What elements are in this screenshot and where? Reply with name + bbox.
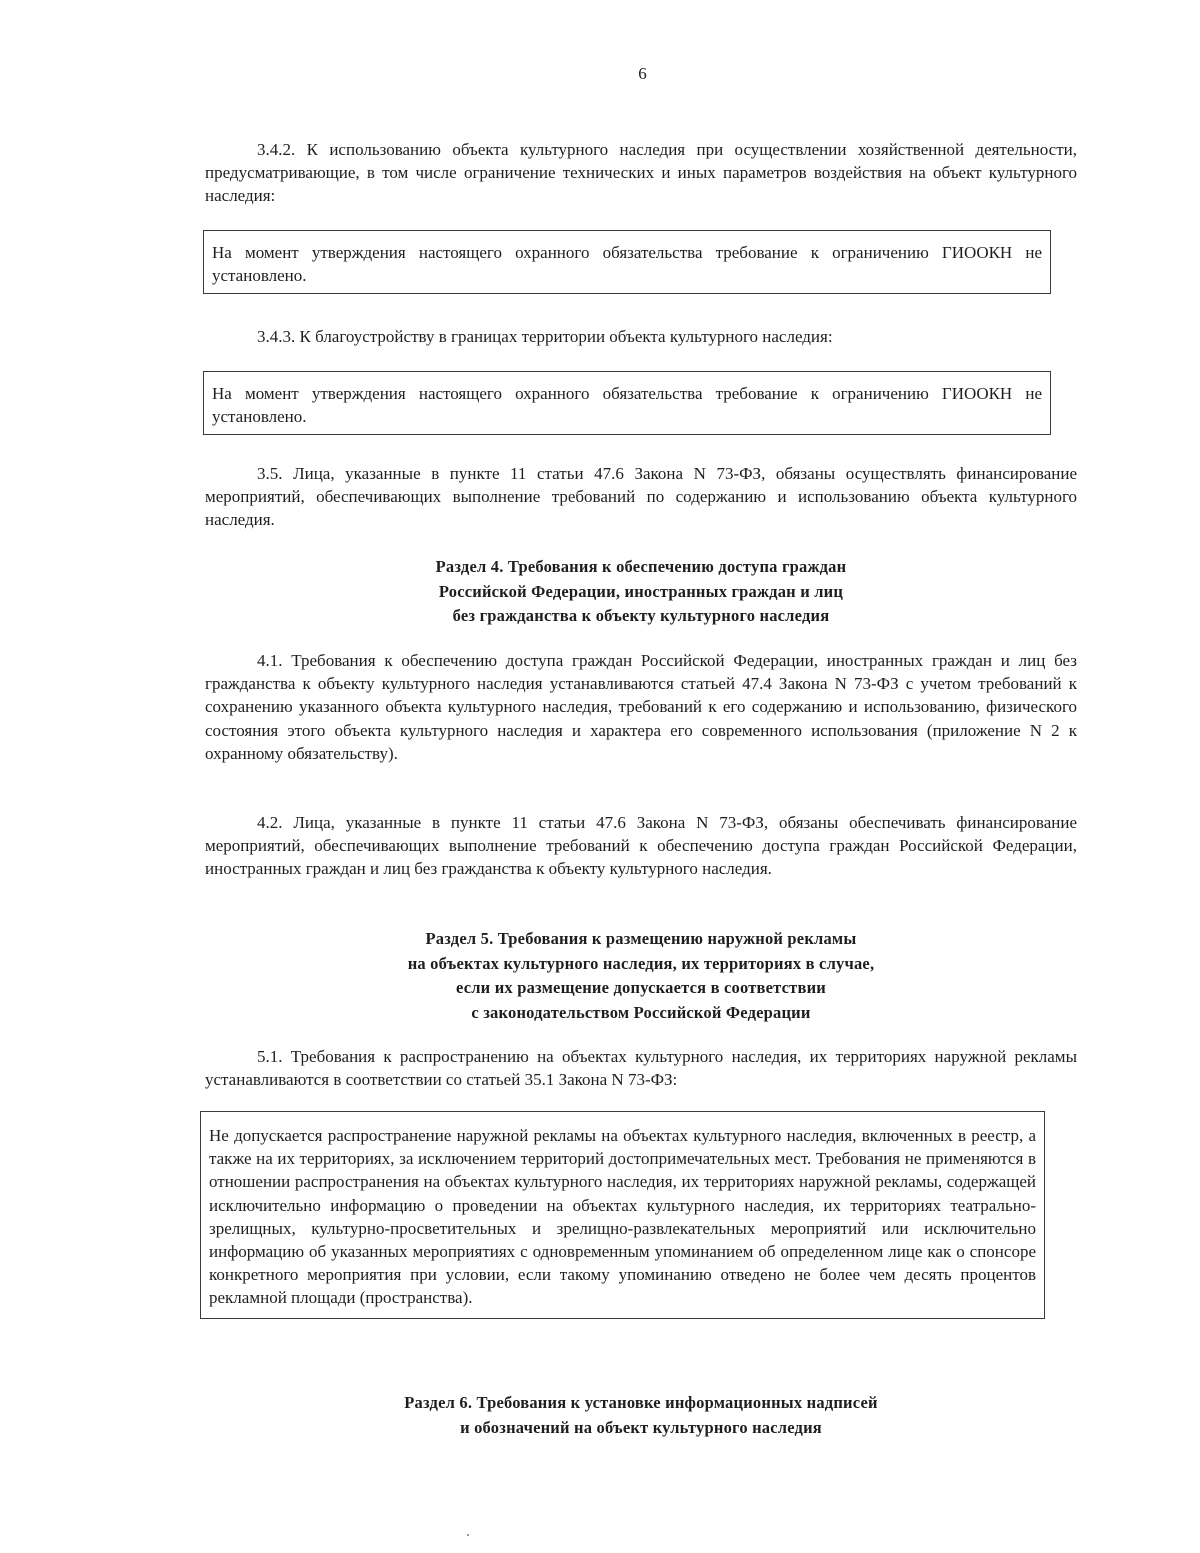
requirement-box-3-4-3: На момент утверждения настоящего охранного обязательства требование к ограничению ГИООКН не установлено. xyxy=(203,371,1051,435)
section-6-heading-line: и обозначений на объект культурного наследия xyxy=(460,1417,822,1437)
section-4-heading-line: без гражданства к объекту культурного наследия xyxy=(452,606,830,625)
paragraph-3-5: 3.5. Лица, указанные в пункте 11 статьи 47.6 Закона N 73-ФЗ, обязаны осуществлять финансирование мероприятий, обеспечивающих выполнение требований по содержанию и использованию объекта культурного наследия. xyxy=(205,464,1077,530)
paragraph-4-2: 4.2. Лица, указанные в пункте 11 статьи 47.6 Закона N 73-ФЗ, обязаны обеспечивать финансирование мероприятий, обеспечивающих выполнение требований к обеспечению доступа граждан Российской Федерации, иностранных граждан и лиц без гражданства к объекту культурного наследия. xyxy=(205,813,1077,879)
paragraph-4-1: 4.1. Требования к обеспечению доступа граждан Российской Федерации, иностранных граждан и лиц без гражданства к объекту культурного наследия устанавливаются статьей 47.4 Закона N 73-ФЗ с учетом требований к сохранению указанного объекта культурного наследия, требований к его содержанию и использованию, физического состояния этого объекта культурного наследия и характера его современного использования (приложение N 2 к охранному обязательству). xyxy=(205,651,1077,763)
section-5-heading-line: с законодательством Российской Федерации xyxy=(471,1002,811,1022)
section-4-heading-line: Российской Федерации, иностранных граждан и лиц xyxy=(438,581,844,601)
paragraph-5-1: 5.1. Требования к распространению на объектах культурного наследия, их территориях наружной рекламы устанавливаются в соответствии со статьей 35.1 Закона N 73-ФЗ: xyxy=(205,1047,1077,1090)
page-number: 6 xyxy=(638,64,647,83)
requirement-box-5-1: Не допускается распространение наружной рекламы на объектах культурного наследия, включенных в реестр, а также на их территориях, за исключением территорий достопримечательных мест. Требования не применяются в отношении распространения на объектах культурного наследия, их территориях наружной рекламы, содержащей исключительно информацию о проведении на объектах культурного наследия, их территориях театрально-зрелищных, культурно-просветительных и зрелищно-развлекательных мероприятий или исключительно информацию об указанных мероприятиях с одновременным упоминанием об определенном лице как о спонсоре конкретного мероприятия при условии, если такому упоминанию отведено не более чем десять процентов рекламной площади (пространства). xyxy=(200,1111,1045,1319)
section-6-heading-line: Раздел 6. Требования к установке информационных надписей xyxy=(404,1393,878,1412)
section-4-heading xyxy=(205,555,1077,629)
requirement-box-3-4-2: На момент утверждения настоящего охранного обязательства требование к ограничению ГИООКН не установлено. xyxy=(203,230,1051,294)
paragraph-3-4-3: 3.4.3. К благоустройству в границах территории объекта культурного наследия: xyxy=(257,327,833,346)
section-6-heading xyxy=(205,1391,1077,1440)
paragraph-3-4-2: 3.4.2. К использованию объекта культурного наследия при осуществлении хозяйственной деятельности, предусматривающие, в том числе ограничение технических и иных параметров воздействия на объект культурного наследия: xyxy=(205,140,1077,206)
section-5-heading-line: если их размещение допускается в соответствии xyxy=(455,978,827,997)
section-5-heading-line: на объектах культурного наследия, их территориях в случае, xyxy=(407,953,875,973)
section-4-heading-line: Раздел 4. Требования к обеспечению доступа граждан xyxy=(435,557,847,576)
section-5-heading xyxy=(205,927,1077,1025)
scan-speck xyxy=(467,1534,469,1536)
section-5-heading-line: Раздел 5. Требования к размещению наружной рекламы xyxy=(425,929,857,948)
